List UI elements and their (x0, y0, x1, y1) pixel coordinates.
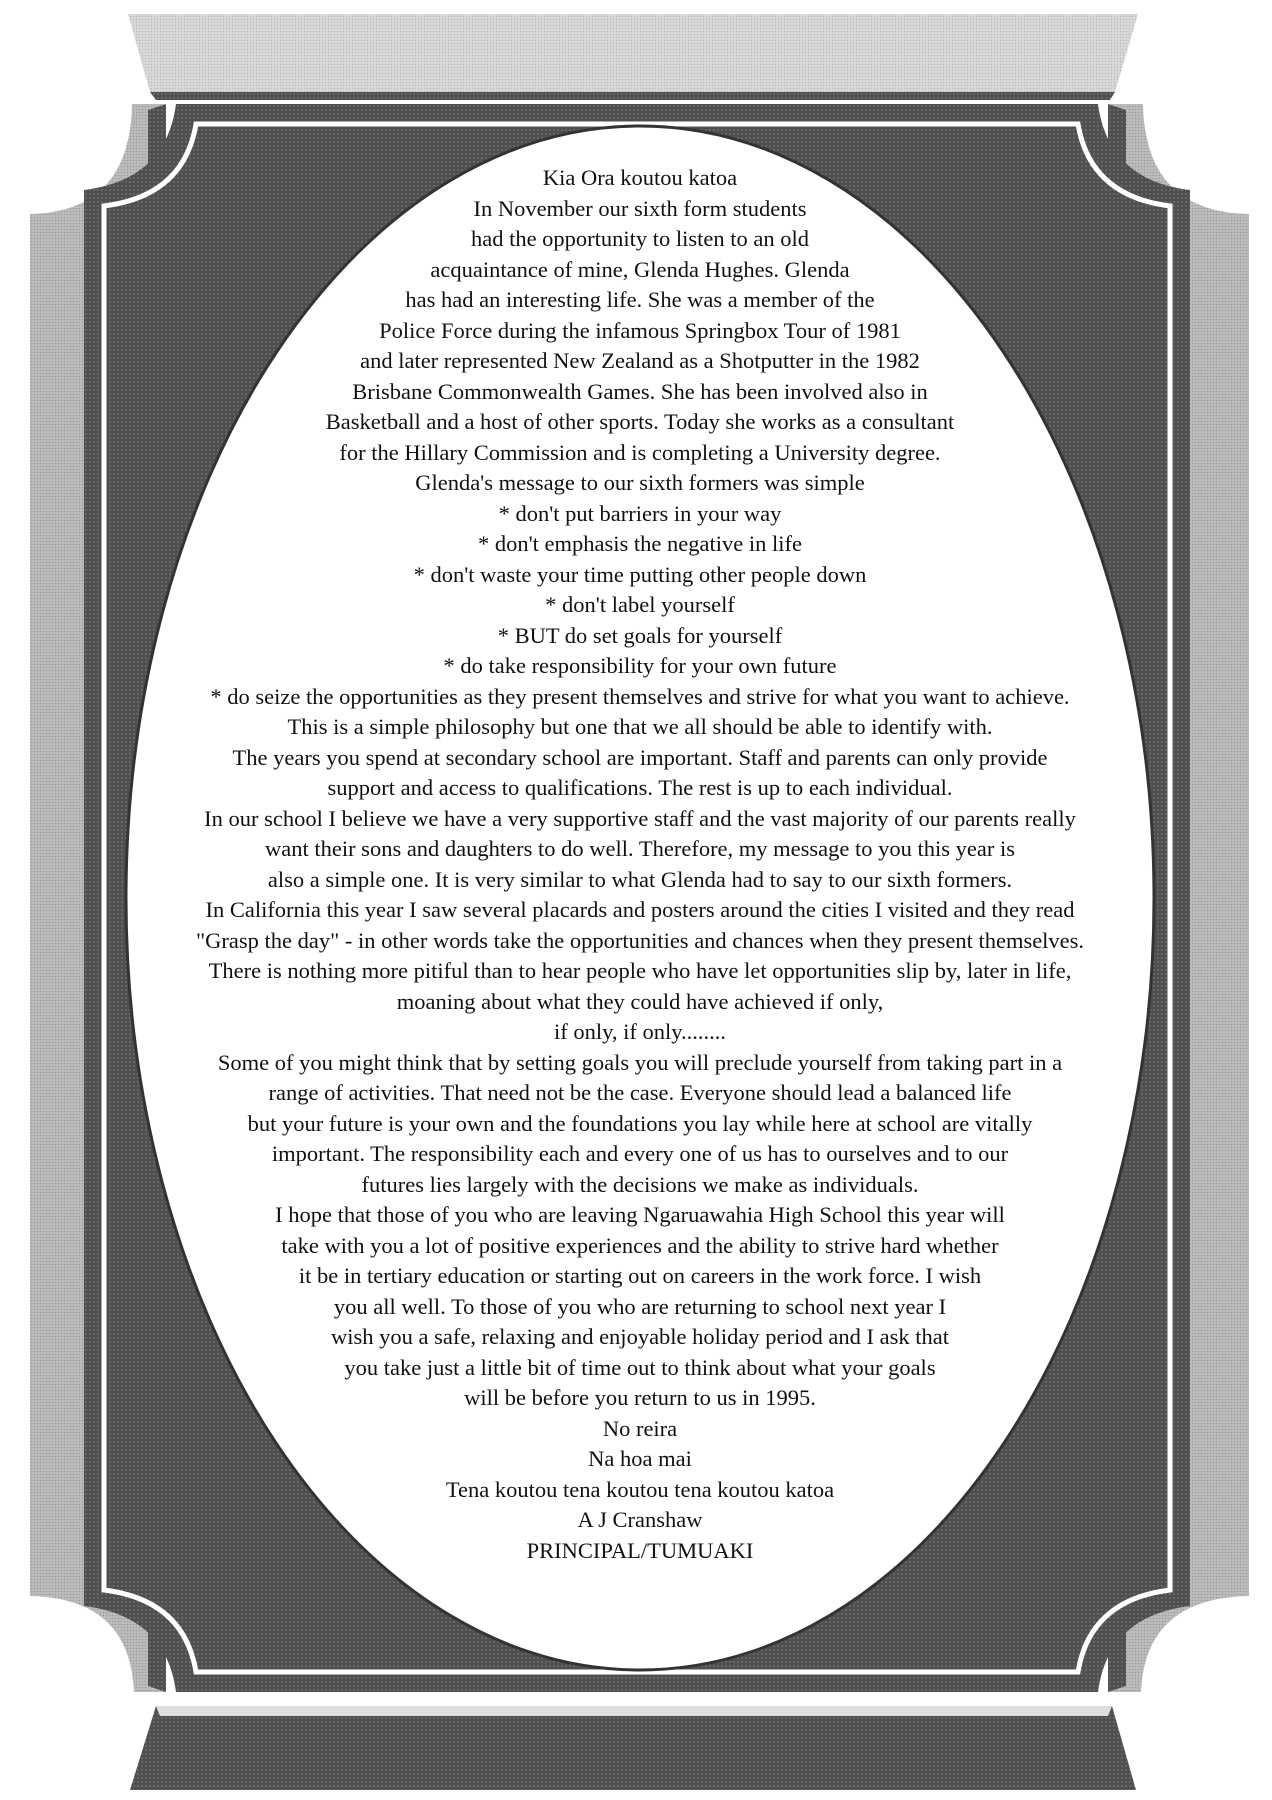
letter-line: also a simple one. It is very similar to what Glenda had to say to our sixth formers. (267, 866, 1013, 892)
letter-line: moaning about what they could have achieved if only, (396, 988, 884, 1014)
letter-line: * don't label yourself (545, 592, 735, 617)
letter-line: The years you spend at secondary school are important. Staff and parents can only provide (232, 744, 1048, 770)
bottom-banner-highlight (156, 1706, 1112, 1716)
letter-line: * don't waste your time putting other people down (413, 561, 867, 587)
letter-line: will be before you return to us in 1995. (464, 1385, 816, 1410)
letter-line: you all well. To those of you who are returning to school next year I (333, 1293, 947, 1319)
letter-line: Kia Ora koutou katoa (542, 165, 738, 190)
letter-line: In our school I believe we have a very supportive staff and the vast majority of our parents really (204, 805, 1076, 831)
letter-line: and later represented New Zealand as a Shotputter in the 1982 (360, 348, 920, 373)
letter-line: * do take responsibility for your own future (443, 653, 837, 678)
letter-line: This is a simple philosophy but one that we all should be able to identify with. (287, 714, 993, 739)
letter-line: Brisbane Commonwealth Games. She has been involved also in (352, 378, 928, 404)
letter-line: wish you a safe, relaxing and enjoyable holiday period and I ask that (331, 1324, 949, 1349)
top-banner (128, 14, 1138, 92)
top-banner-inner-bevel (150, 92, 1115, 100)
letter-line: it be in tertiary education or starting out on careers in the work force. I wish (298, 1263, 982, 1288)
letter-line: "Grasp the day" - in other words take the opportunities and chances when they present themselves. (195, 927, 1085, 953)
letter-line: In California this year I saw several placards and posters around the cities I visited and they read (205, 897, 1075, 922)
letter-line: No reira (602, 1415, 678, 1441)
letter-line: if only, if only........ (553, 1019, 727, 1044)
letter-line: has had an interesting life. She was a member of the (405, 287, 875, 312)
bottom-banner (130, 1706, 1136, 1790)
letter-line: support and access to qualifications. The rest is up to each individual. (327, 775, 953, 800)
letter-line: Some of you might think that by setting goals you will preclude yourself from taking part in a (217, 1049, 1063, 1075)
letter-line: * BUT do set goals for yourself (497, 622, 783, 648)
letter-line: had the opportunity to listen to an old (470, 226, 810, 251)
letter-line: futures lies largely with the decisions we make as individuals. (361, 1171, 919, 1197)
letter-line: for the Hillary Commission and is completing a University degree. (339, 439, 941, 465)
letter-line: Glenda's message to our sixth formers was simple (415, 470, 865, 495)
principal-letter (110, 163, 1170, 1566)
letter-line: * do seize the opportunities as they present themselves and strive for what you want to achieve. (210, 683, 1070, 709)
letter-line: acquaintance of mine, Glenda Hughes. Glenda (430, 256, 850, 282)
letter-line: There is nothing more pitiful than to hear people who have let opportunities slip by, later in life, (208, 958, 1072, 983)
letter-line: important. The responsibility each and every one of us has to ourselves and to our (271, 1141, 1009, 1166)
letter-line: Na hoa mai (588, 1446, 692, 1471)
letter-line: I hope that those of you who are leaving Ngaruawahia High School this year will (275, 1202, 1005, 1227)
letter-line: Police Force during the infamous Springbox Tour of 1981 (379, 317, 901, 343)
letter-line: you take just a little bit of time out to think about what your goals (344, 1354, 936, 1380)
letter-line: want their sons and daughters to do well. Therefore, my message to you this year is (264, 836, 1016, 861)
letter-line: but your future is your own and the foundations you lay while here at school are vitally (247, 1110, 1033, 1136)
letter-line: Tena koutou tena koutou tena koutou katoa (445, 1476, 835, 1502)
letter-line: range of activities. That need not be the case. Everyone should lead a balanced life (268, 1080, 1012, 1105)
letter-line: In November our sixth form students (473, 195, 807, 221)
letter-line: * don't emphasis the negative in life (478, 531, 802, 556)
letter-line: * don't put barriers in your way (498, 500, 782, 526)
letter-line: take with you a lot of positive experiences and the ability to strive hard whether (281, 1232, 999, 1258)
letter-line: Basketball and a host of other sports. Today she works as a consultant (325, 409, 955, 434)
letter-line: PRINCIPAL/TUMUAKI (526, 1537, 754, 1563)
letter-line: A J Cranshaw (577, 1507, 703, 1532)
